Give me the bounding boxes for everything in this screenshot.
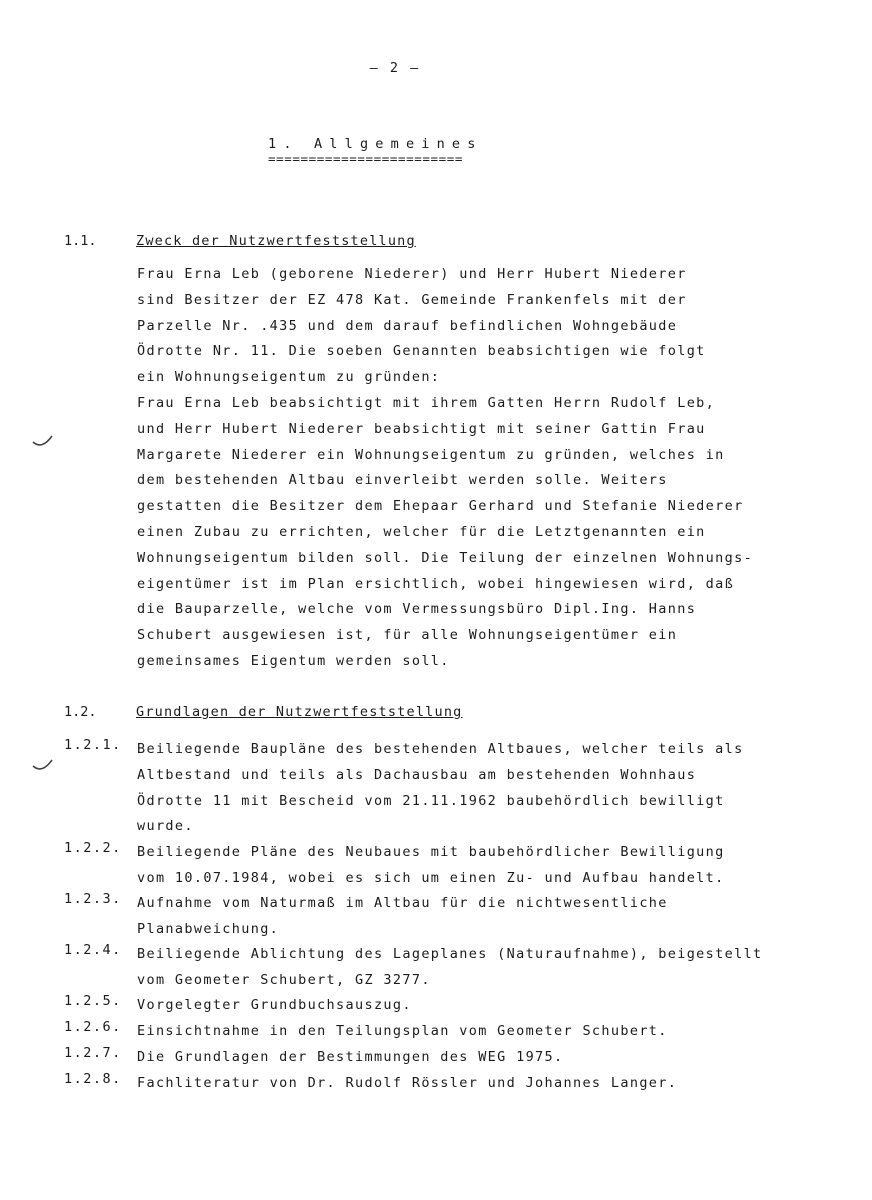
text-line: Die Grundlagen der Bestimmungen des WEG 1975. xyxy=(137,1049,564,1065)
item-text xyxy=(137,1045,564,1071)
text-line: Frau Erna Leb beabsichtigt mit ihrem Gatten Herrn Rudolf Leb, xyxy=(137,394,716,411)
item-text xyxy=(137,737,744,840)
item-number: 1.2.7. xyxy=(64,1045,122,1061)
section-title: Zweck der Nutzwertfeststellung xyxy=(136,233,416,249)
text-line: Beiliegende Baupläne des bestehenden Altbaues, welcher teils als xyxy=(137,741,744,757)
text-line: Beiliegende Ablichtung des Lageplanes (Naturaufnahme), beigestellt xyxy=(137,946,763,962)
item-text xyxy=(137,942,763,994)
text-line: vom Geometer Schubert, GZ 3277. xyxy=(137,971,431,988)
heading-underline: ======================== xyxy=(268,151,464,166)
text-line: Fachliteratur von Dr. Rudolf Rössler und Johannes Langer. xyxy=(137,1075,678,1091)
text-line: Beiliegende Pläne des Neubaues mit baubehördlicher Bewilligung xyxy=(137,844,725,860)
text-line: gemeinsames Eigentum werden soll. xyxy=(137,652,450,669)
text-line: vom 10.07.1984, wobei es sich um einen Zu- und Aufbau handelt. xyxy=(137,869,725,886)
text-line: und Herr Hubert Niederer beabsichtigt mit seiner Gattin Frau xyxy=(137,420,706,437)
margin-check-mark-icon xyxy=(30,432,56,452)
text-line: Altbestand und teils als Dachausbau am bestehenden Wohnhaus xyxy=(137,766,697,783)
text-line: die Bauparzelle, welche vom Vermessungsbüro Dipl.Ing. Hanns xyxy=(137,601,697,618)
text-line: Margarete Niederer ein Wohnungseigentum zu gründen, welches in xyxy=(137,446,725,463)
text-line: Parzelle Nr. .435 und dem darauf befindlichen Wohngebäude xyxy=(137,317,678,334)
text-line: Planabweichung. xyxy=(137,920,280,937)
item-number: 1.2.2. xyxy=(64,840,122,856)
section-number: 1.1. xyxy=(64,233,97,249)
item-text xyxy=(137,1071,677,1097)
chapter-heading: 1. Allgemeines xyxy=(268,136,483,152)
text-line: ein Wohnungseigentum zu gründen: xyxy=(137,369,441,386)
text-line: dem bestehenden Altbau einverleibt werden solle. Weiters xyxy=(137,472,668,489)
text-line: wurde. xyxy=(137,818,194,835)
text-line: Schubert ausgewiesen ist, für alle Wohnungseigentümer ein xyxy=(137,627,678,644)
page-number: – 2 – xyxy=(369,60,421,76)
text-line: Ödrotte 11 mit Bescheid vom 21.11.1962 baubehördlich bewilligt xyxy=(137,792,725,809)
item-number: 1.2.5. xyxy=(64,993,122,1009)
item-text xyxy=(137,891,668,943)
item-text xyxy=(137,1019,668,1045)
item-number: 1.2.6. xyxy=(64,1019,122,1035)
text-line: eigentümer ist im Plan ersichtlich, wobei hingewiesen wird, daß xyxy=(137,575,735,592)
text-line: sind Besitzer der EZ 478 Kat. Gemeinde Frankenfels mit der xyxy=(137,291,687,308)
section-number: 1.2. xyxy=(64,704,97,720)
text-line: Ödrotte Nr. 11. Die soeben Genannten beabsichtigen wie folgt xyxy=(137,343,706,360)
item-number: 1.2.1. xyxy=(64,737,122,753)
margin-check-mark-icon xyxy=(30,756,56,776)
text-line: einen Zubau zu errichten, welcher für die Letztgenannten ein xyxy=(137,523,706,540)
section-title: Grundlagen der Nutzwertfeststellung xyxy=(136,704,463,720)
text-line: Frau Erna Leb (geborene Niederer) und Herr Hubert Niederer xyxy=(137,266,687,282)
item-number: 1.2.4. xyxy=(64,942,122,958)
item-number: 1.2.8. xyxy=(64,1071,122,1087)
text-line: Einsichtnahme in den Teilungsplan vom Geometer Schubert. xyxy=(137,1023,668,1039)
item-number: 1.2.3. xyxy=(64,891,122,907)
text-line: Wohnungseigentum bilden soll. Die Teilung der einzelnen Wohnungs- xyxy=(137,549,754,566)
item-text xyxy=(137,993,412,1019)
text-line: Aufnahme vom Naturmaß im Altbau für die nichtwesentliche xyxy=(137,895,668,911)
text-line: gestatten die Besitzer dem Ehepaar Gerhard und Stefanie Niederer xyxy=(137,498,744,515)
item-text xyxy=(137,840,725,892)
section-1-1-paragraph xyxy=(137,262,837,675)
text-line: Vorgelegter Grundbuchsauszug. xyxy=(137,997,412,1013)
